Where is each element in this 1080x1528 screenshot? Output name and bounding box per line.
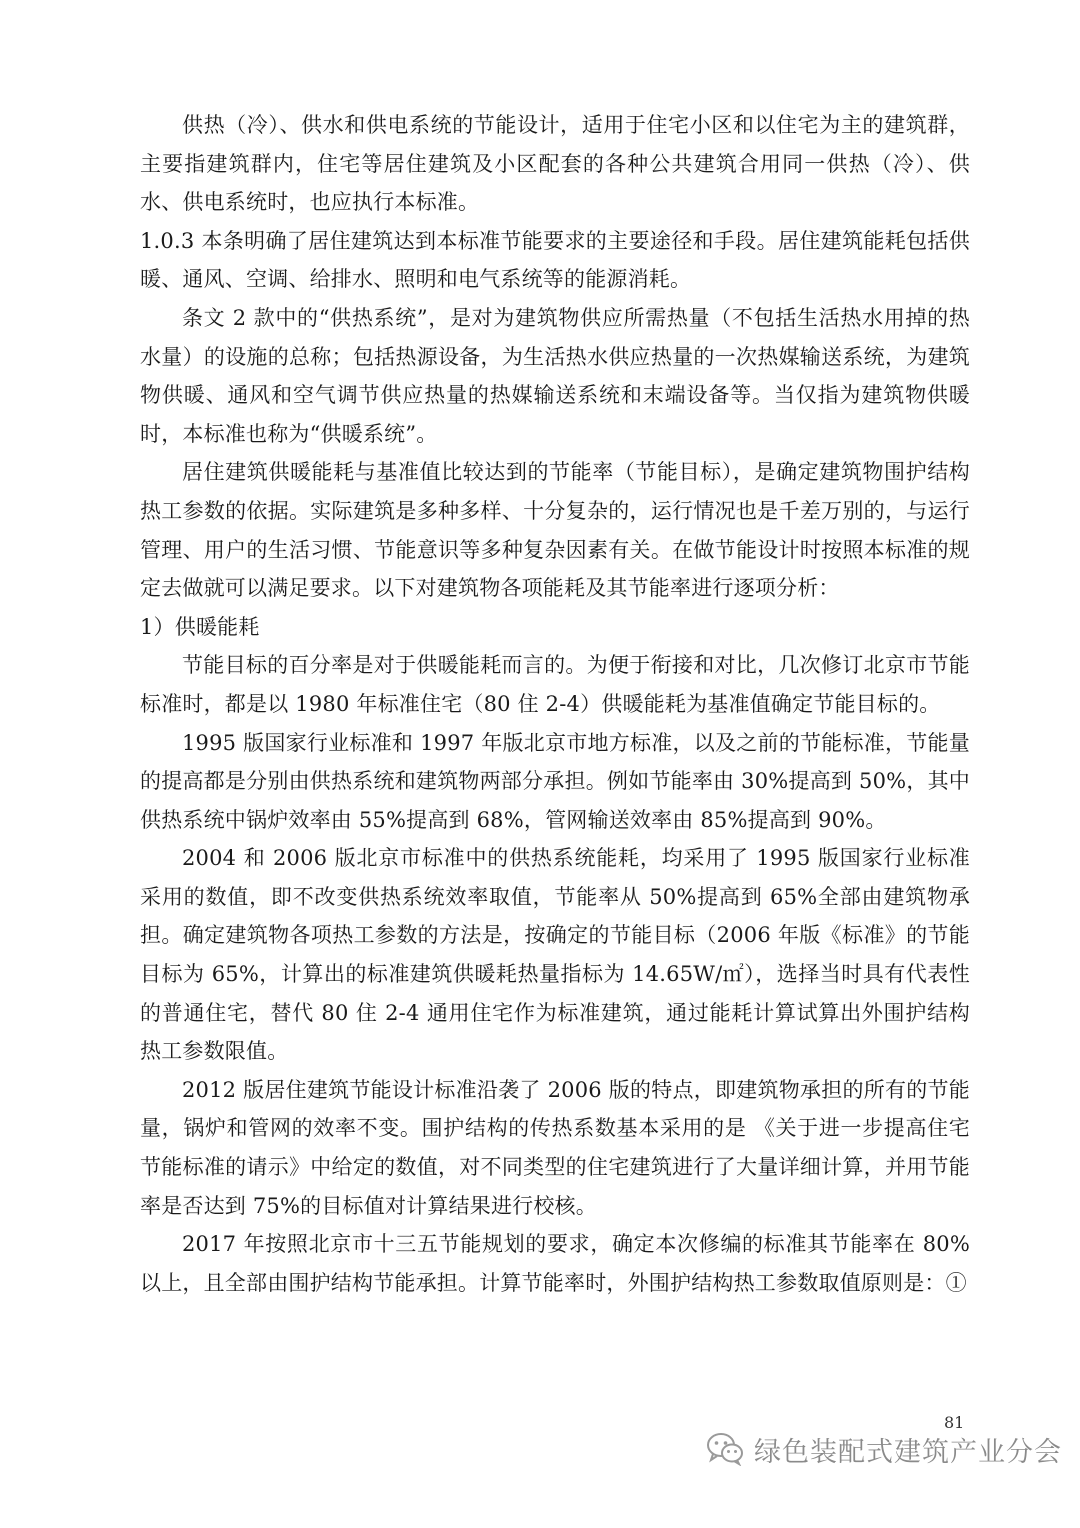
paragraph-2017-standard: 2017 年按照北京市十三五节能规划的要求，确定本次修编的标准其节能率在 80%以上，且全部由围护结构节能承担。计算节能率时，外围护结构热工参数取值原则是：① — [140, 1232, 970, 1295]
section-heading-heating-energy: 1）供暖能耗 — [140, 614, 260, 639]
watermark-text: 绿色装配式建筑产业分会 — [754, 1436, 1062, 1468]
document-body — [140, 106, 970, 1302]
paragraph-energy-target-baseline: 节能目标的百分率是对于供暖能耗而言的。为便于衔接和对比，几次修订北京市节能标准时，都是以 1980 年标准住宅（80 住 2-4）供暖能耗为基准值确定节能目标的。 — [140, 653, 970, 716]
paragraph-heating-supply-scope: 供热（冷）、供水和供电系统的节能设计，适用于住宅小区和以住宅为主的建筑群，主要指建筑群内，住宅等居住建筑及小区配套的各种公共建筑合用同一供热（冷）、供水、供电系统时，也应执行本标准。 — [140, 113, 970, 215]
page-number: 81 — [944, 1413, 965, 1432]
watermark — [706, 1425, 1062, 1473]
paragraph-1995-standard: 1995 版国家行业标准和 1997 年版北京市地方标准，以及之前的节能标准，节能量的提高都是分别由供热系统和建筑物两部分承担。例如节能率由 30%提高到 50%，其中供热系统中锅炉效率由 55%提高到 68%，管网输送效率由 85%提高到 90%。 — [140, 730, 970, 832]
paragraph-heating-system-definition: 条文 2 款中的“供热系统”，是对为建筑物供应所需热量（不包括生活热水用掉的热水量）的设施的总称；包括热源设备，为生活热水供应热量的一次热媒输送系统，为建筑物供暖、通风和空气调节供应热量的热媒输送系统和末端设备等。当仅指为建筑物供暖时，本标准也称为“供暖系统”。 — [140, 305, 970, 446]
wechat-icon — [706, 1432, 744, 1466]
paragraph-energy-saving-rate: 居住建筑供暖能耗与基准值比较达到的节能率（节能目标），是确定建筑物围护结构热工参数的依据。实际建筑是多种多样、十分复杂的，运行情况也是千差万别的，与运行管理、用户的生活习惯、节能意识等多种复杂因素有关。在做节能设计时按照本标准的规定去做就可以满足要求。以下对建筑物各项能耗及其节能率进行逐项分析： — [140, 460, 970, 601]
paragraph-clause-1-0-3: 1.0.3 本条明确了居住建筑达到本标准节能要求的主要途径和手段。居住建筑能耗包括供暖、通风、空调、给排水、照明和电气系统等的能源消耗。 — [140, 228, 970, 292]
paragraph-2012-standard: 2012 版居住建筑节能设计标准沿袭了 2006 版的特点，即建筑物承担的所有的节能量，锅炉和管网的效率不变。围护结构的传热系数基本采用的是 《关于进一步提高住宅节能标准的请示》中给定的数值，对不同类型的住宅建筑进行了大量详细计算，并用节能率是否达到 75%的目标值对计算结果进行校核。 — [140, 1077, 970, 1218]
paragraph-2004-2006-standard: 2004 和 2006 版北京市标准中的供热系统能耗，均采用了 1995 版国家行业标准采用的数值，即不改变供热系统效率取值，节能率从 50%提高到 65%全部由建筑物承担。确定建筑物各项热工参数的方法是，按确定的节能目标（2006 年版《标准》的节能目标为 65%，计算出的标准建筑供暖耗热量指标为 14.65W/㎡），选择当时具有代表性的普通住宅，替代 80 住 2-4 通用住宅作为标准建筑，通过能耗计算试算出外围护结构热工参数限值。 — [140, 846, 970, 1064]
